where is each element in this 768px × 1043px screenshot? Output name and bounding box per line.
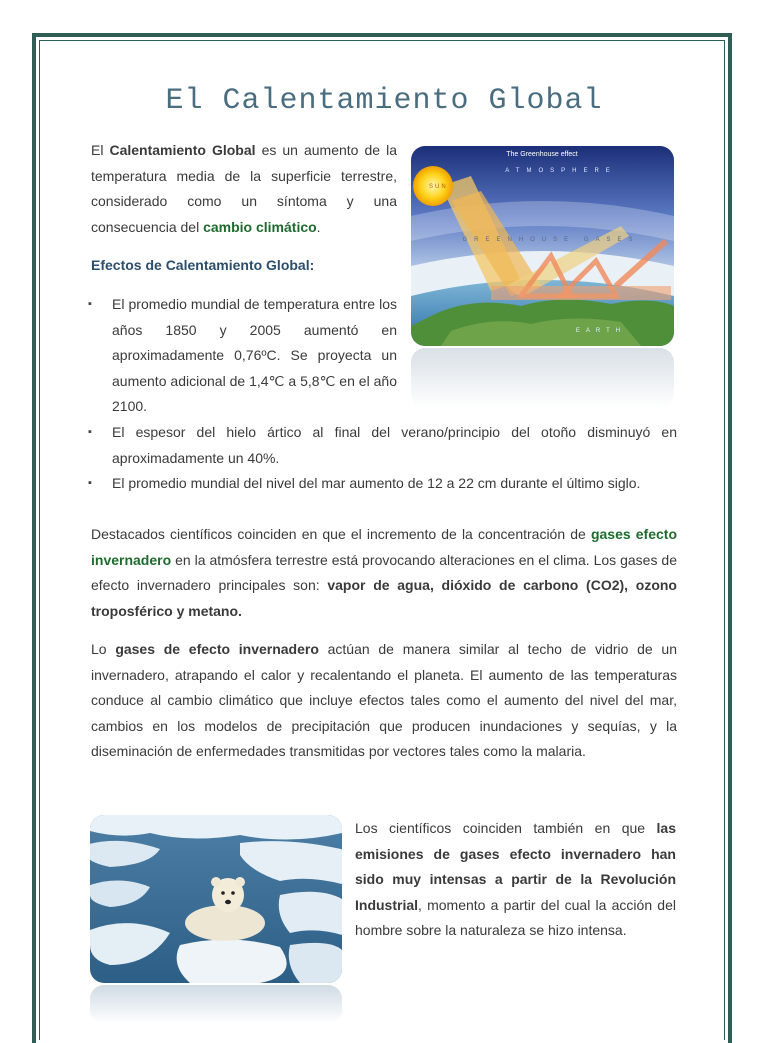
greenhouse-gases-paragraph [91,637,677,765]
diagram-title: The Greenhouse effect [506,151,578,158]
para4-text-1: Los científicos coinciden también en que [355,820,657,836]
diagram-earth-label: EARTH [575,328,627,334]
intro-green-term: cambio climático [203,218,317,235]
intro-text-3: . [316,218,321,235]
polar-bear-image [90,815,342,983]
list-item: ▪ El promedio mundial de temperatura entre los años 1850 y 2005 aumentó en aproximadamente 0,76ºC. Se proyecta un aumento adicional de 1,4℃ a 5,8℃ en el año 2100. [91,292,397,420]
para2-bold-gases: vapor de agua, dióxido de carbono (CO2), ozono troposférico y metano. [91,577,677,619]
para2-text-2: en la atmósfera terrestre está provocando alteraciones en el clima. Los gases de efecto invernadero principales son: [91,551,677,594]
polar-bear-image-reflection [90,985,342,1024]
page-title: El Calentamiento Global [165,84,603,118]
intro-paragraph [91,138,397,240]
para3-bold-term: gases de efecto invernadero [115,641,319,657]
industrial-revolution-paragraph [355,816,676,944]
list-item: ▪ El espesor del hielo ártico al final del verano/principio del otoño disminuyó en aproximadamente un 40%. [91,420,677,471]
para3-text-2: actúan de manera similar al techo de vidrio de un invernadero, atrapando el calor y recalentando el planeta. El aumento de las temperaturas conduce al cambio climático que incluye efectos tales como el aumento del nivel del mar, cambios en los modelos de precipitación que producen inundaciones y sequías, y la diseminación de enfermedades transmitidas por vectores tales como la malaria. [91,641,678,760]
effects-heading: Efectos de Calentamiento Global: [91,257,315,273]
diagram-atmosphere-label: ATMOSPHERE [505,168,617,174]
para2-text-1: Destacados científicos coinciden en que el incremento de la concentración de [91,526,591,542]
para4-text-2: , momento a partir del cual la acción del hombre sobre la naturaleza se hizo intensa. [355,896,676,939]
effects-list [91,292,677,497]
list-item: ▪ El promedio mundial del nivel del mar aumento de 12 a 22 cm durante el último siglo. [91,471,677,497]
diagram-sun-label: SUN [429,184,448,190]
intro-bold-term: Calentamiento Global [109,142,256,158]
para2-green-term: gases efecto invernadero [91,526,678,568]
diagram-gases-label: GREENHOUSE GASES [462,237,640,243]
scientists-paragraph [91,522,677,624]
polar-bear-photo [90,815,342,983]
intro-text-1: El [91,142,110,158]
para3-text-1: Lo [91,641,116,657]
intro-text-2: es un aumento de la temperatura media de la superficie terrestre, considerado como un síntoma y una consecuencia del [91,142,397,235]
para4-bold-statement: las emisiones de gases efecto invernadero han sido muy intensas a partir de la Revolución Industrial [355,820,676,913]
